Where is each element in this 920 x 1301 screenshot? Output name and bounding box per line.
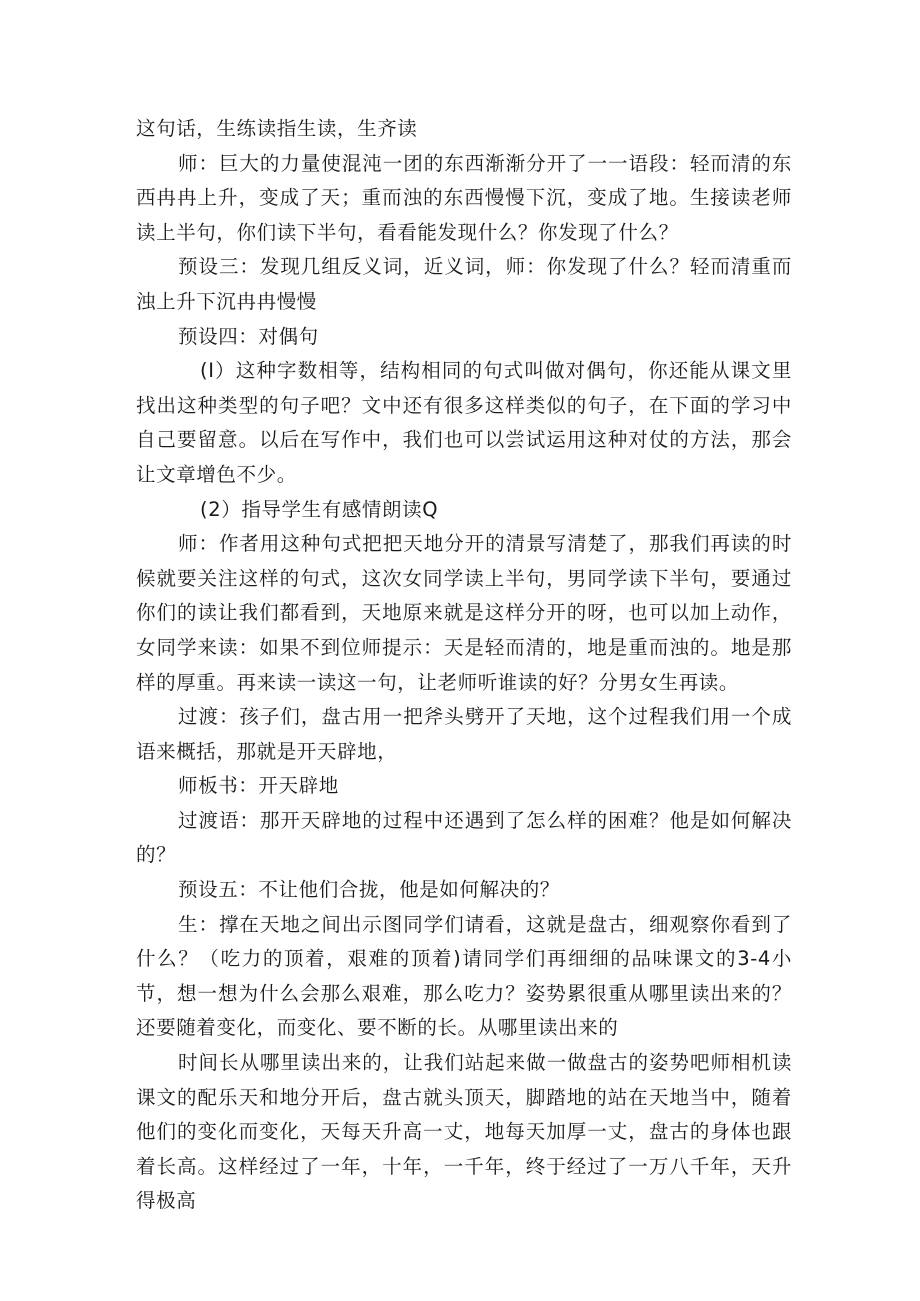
paragraph-11: 预设五：不让他们合拢，他是如何解决的？ <box>178 878 560 902</box>
paragraph-4: 预设四：对偶句 <box>178 324 319 348</box>
paragraph-6: (2）指导学生有感情朗读Q <box>200 497 439 521</box>
paragraph-5: (I）这种字数相等，结构相同的句式叫做对偶句，你还能从课文里找出这种类型的句子吧？文中还有很多这样类似的句子，在下面的学习中自己要留意。以后在写作中，我们也可以尝试运用这种对仗的方法，那会让文章增色不少。 <box>136 359 792 486</box>
paragraph-10: 过渡语：那开天辟地的过程中还遇到了怎么样的困难？他是如何解决的？ <box>136 808 792 867</box>
paragraph-9: 师板书：开天辟地 <box>178 774 339 798</box>
paragraph-12: 生：撑在天地之间出示图同学们请看，这就是盘古，细观察你看到了什么？（吃力的顶着，艰难的顶着)请同学们再细细的品味课文的3-4小节，想一想为什么会那么艰难，那么吃力？姿势累很重从哪里读出来的？还要随着变化，而变化、要不断的长。从哪里读出来的 <box>136 912 792 1040</box>
paragraph-13: 时间长从哪里读出来的，让我们站起来做一做盘古的姿势吧师相机读课文的配乐天和地分开后，盘古就头顶天，脚踏地的站在天地当中，随着他们的变化而变化，天每天升高一丈，地每天加厚一丈，盘古的身体也跟着长高。这样经过了一年，十年，一千年，终于经过了一万八千年，天升得极高 <box>136 1051 792 1213</box>
paragraph-2: 师：巨大的力量使混沌一团的东西渐渐分开了一一语段：轻而清的东西冉冉上升，变成了天；重而浊的东西慢慢下沉，变成了地。生接读老师读上半句，你们读下半句，看看能发现什么？你发现了什么？ <box>136 151 792 244</box>
paragraph-7: 师：作者用这种句式把把天地分开的清景写清楚了，那我们再读的时候就要关注这样的句式，这次女同学读上半句，男同学读下半句，要通过你们的读让我们都看到，天地原来就是这样分开的呀，也可以加上动作，女同学来读：如果不到位师提示：天是轻而清的，地是重而浊的。地是那样的厚重。再来读一读这一句，让老师听谁读的好？分男女生再读。 <box>136 532 792 694</box>
paragraph-8: 过渡：孩子们，盘古用一把斧头劈开了天地，这个过程我们用一个成语来概括，那就是开天辟地， <box>136 705 792 763</box>
paragraph-3: 预设三：发现几组反义词，近义词，师：你发现了什么？轻而清重而浊上升下沉冉冉慢慢 <box>136 255 792 313</box>
paragraph-1: 这句话，生练读指生读，生齐读 <box>136 117 418 140</box>
